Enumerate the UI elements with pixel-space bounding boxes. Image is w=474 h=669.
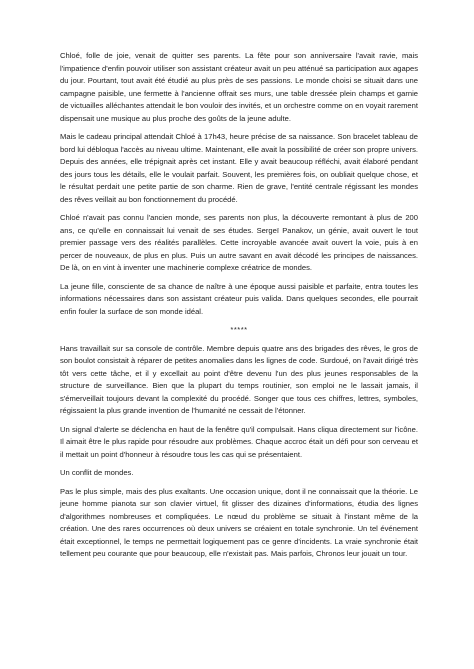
paragraph: Hans travaillait sur sa console de contrôle. Membre depuis quatre ans des brigades des rêves, le gros de son boulot consistait à réparer de petites anomalies dans les lignes de code. Surdoué, on l'avait dirigé très tôt vers cette tâche, et il y excellait au point d'être devenu l'un des plus jeunes responsables de la structure de surveillance. Bien que la plupart du temps routinier, son emploi ne le lassait jamais, il s'émerveillait toujours devant la complexité du procédé. Songer que tous ces chiffres, lettres, symboles, régissaient la plus grande invention de l'humanité ne cessait de l'étonner. — [60, 343, 418, 415]
paragraph: Mais le cadeau principal attendait Chloé à 17h43, heure précise de sa naissance. Son bracelet tableau de bord lui débloqua l'accès au niveau ultime. Maintenant, elle avait la possibilité de créer son propre univers. Depuis des années, elle trépignait après cet instant. Elle y avait beaucoup réfléchi, avait élaboré pendant des jours tous les détails, elle le voulait parfait. Souvent, les premières fois, on oubliait quelque chose, et le résultat perdait une petite partie de son charme. Rien de grave, l'entité centrale régissant les mondes des rêves veillait au bon fonctionnement du procédé. — [60, 132, 418, 204]
paragraph: Un signal d'alerte se déclencha en haut de la fenêtre qu'il compulsait. Hans cliqua directement sur l'icône. Il aimait être le plus rapide pour résoudre aux problèmes. Chaque accroc était un défi pour son cerveau et il mettait un point d'honneur à résoudre tous les cas qui se présentaient. — [60, 424, 418, 459]
paragraph: Un conflit de mondes. — [60, 468, 134, 477]
paragraph: Pas le plus simple, mais des plus exaltants. Une occasion unique, dont il ne connaissait que la théorie. Le jeune homme pianota sur son clavier virtuel, fit glisser des dizaines d'informations, étudia des lignes d'algorithmes nombreuses et compliquées. Le nœud du problème se situait à l'instant même de la création. Une des rares occurrences où deux univers se créaient en totale synchronie. Un tel événement était exceptionnel, le temps ne permettait logiquement pas ce genre d'incidents. La vraie synchronie était tellement peu courante que pour beaucoup, elle n'existait pas. Mais parfois, Chronos leur jouait un tour. — [60, 486, 418, 558]
paragraph: La jeune fille, consciente de sa chance de naître à une époque aussi paisible et parfaite, entra toutes les informations nécessaires dans son assistant créateur puis valida. Dans quelques secondes, elle pourrait enfin fouler la surface de son monde idéal. — [60, 281, 418, 316]
paragraph: Chloé, folle de joie, venait de quitter ses parents. La fête pour son anniversaire l'avait ravie, mais l'impatience d'enfin pouvoir utiliser son assistant créateur avait un peu atténué sa participation aux agapes du jour. Pourtant, tout avait été étudié au plus près de ses passions. Le monde choisi se situait dans une campagne paisible, une fermette à l'ancienne offrait ses murs, une table dressée plein champs et garnie de victuailles alléchantes attendait le bon vouloir des invités, et un orchestre comme on en voyait rarement dispensait une musique au plus proche des goûts de la jeune adulte. — [60, 51, 418, 123]
section-separator: ***** — [230, 325, 248, 334]
document-body — [60, 50, 418, 567]
paragraph: Chloé n'avait pas connu l'ancien monde, ses parents non plus, la découverte remontant à plus de 200 ans, ce qu'elle en connaissait lui venait de ses études. Sergeï Panakov, un génie, avait ouvert le tout premier passage vers des réalités parallèles. Cette incroyable avancée avait ouvert la voie, puis à en percer de nouveaux, de plus en plus. Puis un autre savant en avait décodé les principes de naissances. De là, on en vint à inventer une machinerie complexe créatrice de mondes. — [60, 213, 418, 272]
